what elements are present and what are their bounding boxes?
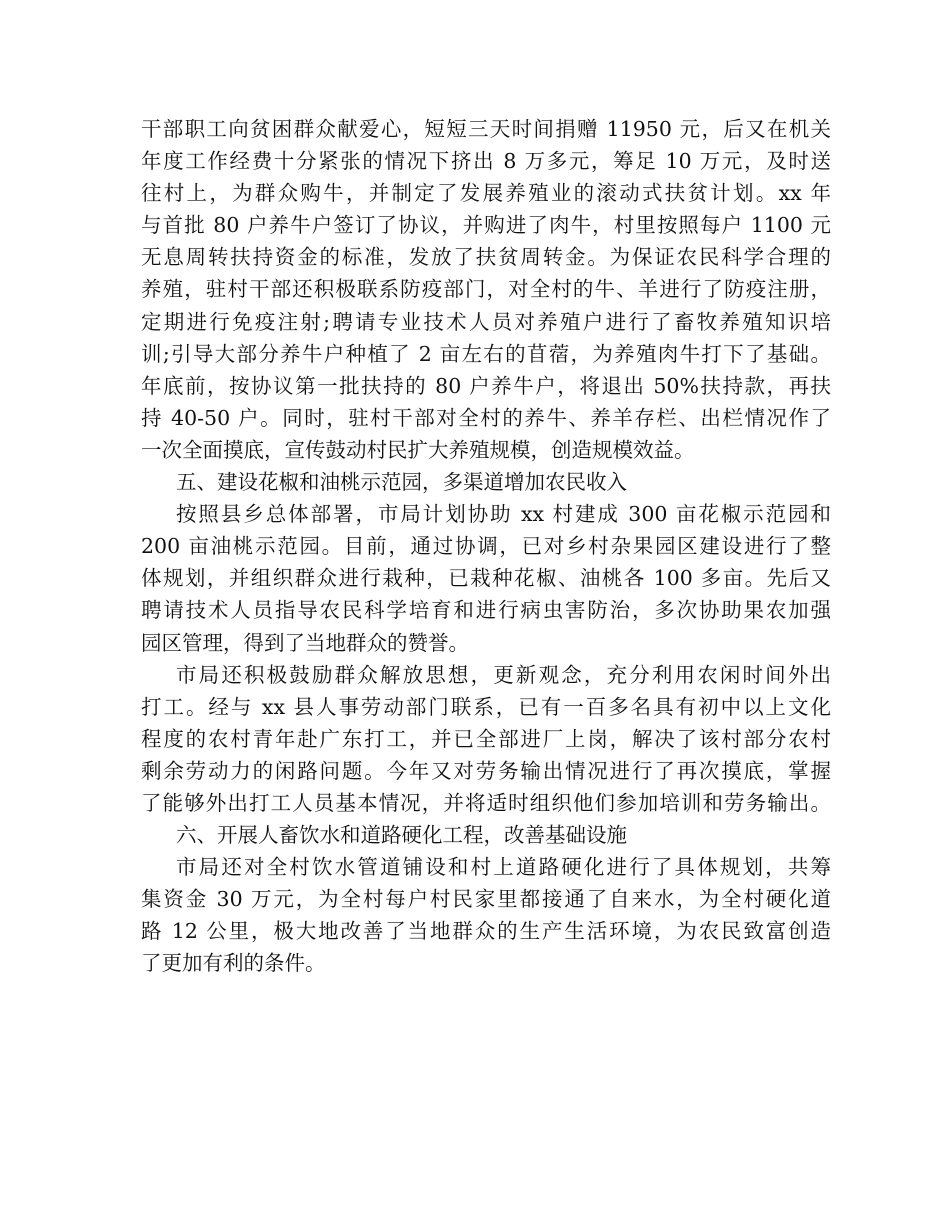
- text-line: 按照县乡总体部署，市局计划协助 xx 村建成 300 亩花椒示范园和: [176, 502, 831, 527]
- text-line: 市局还对全村饮水管道铺设和村上道路硬化进行了具体规划，共筹: [176, 855, 831, 880]
- text-line: 剩余劳动力的闲路问题。今年又对劳务输出情况进行了再次摸底，掌握: [141, 758, 831, 783]
- text-line: 了更加有利的条件。: [141, 951, 326, 976]
- section-heading: 六、开展人畜饮水和道路硬化工程，改善基础设施: [176, 823, 627, 848]
- text-line: 与首批 80 户养牛户签订了协议，并购进了肉牛，村里按照每户 1100 元: [141, 213, 831, 238]
- section-heading: 五、建设花椒和油桃示范园，多渠道增加农民收入: [176, 470, 627, 495]
- text-line: 程度的农村青年赴广东打工，并已全部进厂上岗，解决了该村部分农村: [141, 726, 831, 751]
- text-line: 定期进行免疫注射;聘请专业技术人员对养殖户进行了畜牧养殖知识培: [141, 309, 831, 334]
- document-body: [141, 113, 831, 980]
- text-line: 体规划，并组织群众进行栽种，已栽种花椒、油桃各 100 多亩。先后又: [141, 566, 831, 591]
- text-line: 200 亩油桃示范园。目前，通过协调，已对乡村杂果园区建设进行了整: [141, 534, 831, 559]
- text-line: 年度工作经费十分紧张的情况下挤出 8 万多元，筹足 10 万元，及时送: [141, 149, 831, 174]
- text-line: 养殖，驻村干部还积极联系防疫部门，对全村的牛、羊进行了防疫注册，: [141, 277, 831, 302]
- text-line: 训;引导大部分养牛户种植了 2 亩左右的苜蓿，为养殖肉牛打下了基础。: [141, 341, 831, 366]
- text-line: 一次全面摸底，宣传鼓动村民扩大养殖规模，创造规模效益。: [141, 437, 695, 462]
- text-line: 市局还积极鼓励群众解放思想，更新观念，充分利用农闲时间外出: [176, 662, 831, 687]
- text-line: 园区管理，得到了当地群众的赞誉。: [141, 630, 469, 655]
- text-line: 往村上，为群众购牛，并制定了发展养殖业的滚动式扶贫计划。xx 年: [141, 181, 831, 206]
- text-line: 打工。经与 xx 县人事劳动部门联系，已有一百多名具有初中以上文化: [141, 694, 831, 719]
- text-line: 持 40-50 户。同时，驻村干部对全村的养牛、养羊存栏、出栏情况作了: [141, 405, 831, 430]
- text-line: 干部职工向贫困群众献爱心，短短三天时间捐赠 11950 元，后又在机关: [141, 117, 831, 141]
- text-line: 年底前，按协议第一批扶持的 80 户养牛户，将退出 50%扶持款，再扶: [141, 373, 831, 398]
- text-line: 聘请技术人员指导农民科学培育和进行病虫害防治，多次协助果农加强: [141, 598, 831, 623]
- text-line: 路 12 公里，极大地改善了当地群众的生产生活环境，为农民致富创造: [141, 919, 831, 944]
- text-line: 无息周转扶持资金的标准，发放了扶贫周转金。为保证农民科学合理的: [141, 245, 831, 270]
- text-line: 了能够外出打工人员基本情况，并将适时组织他们参加培训和劳务输出。: [141, 790, 831, 815]
- text-line: 集资金 30 万元，为全村每户村民家里都接通了自来水，为全村硬化道: [141, 887, 831, 912]
